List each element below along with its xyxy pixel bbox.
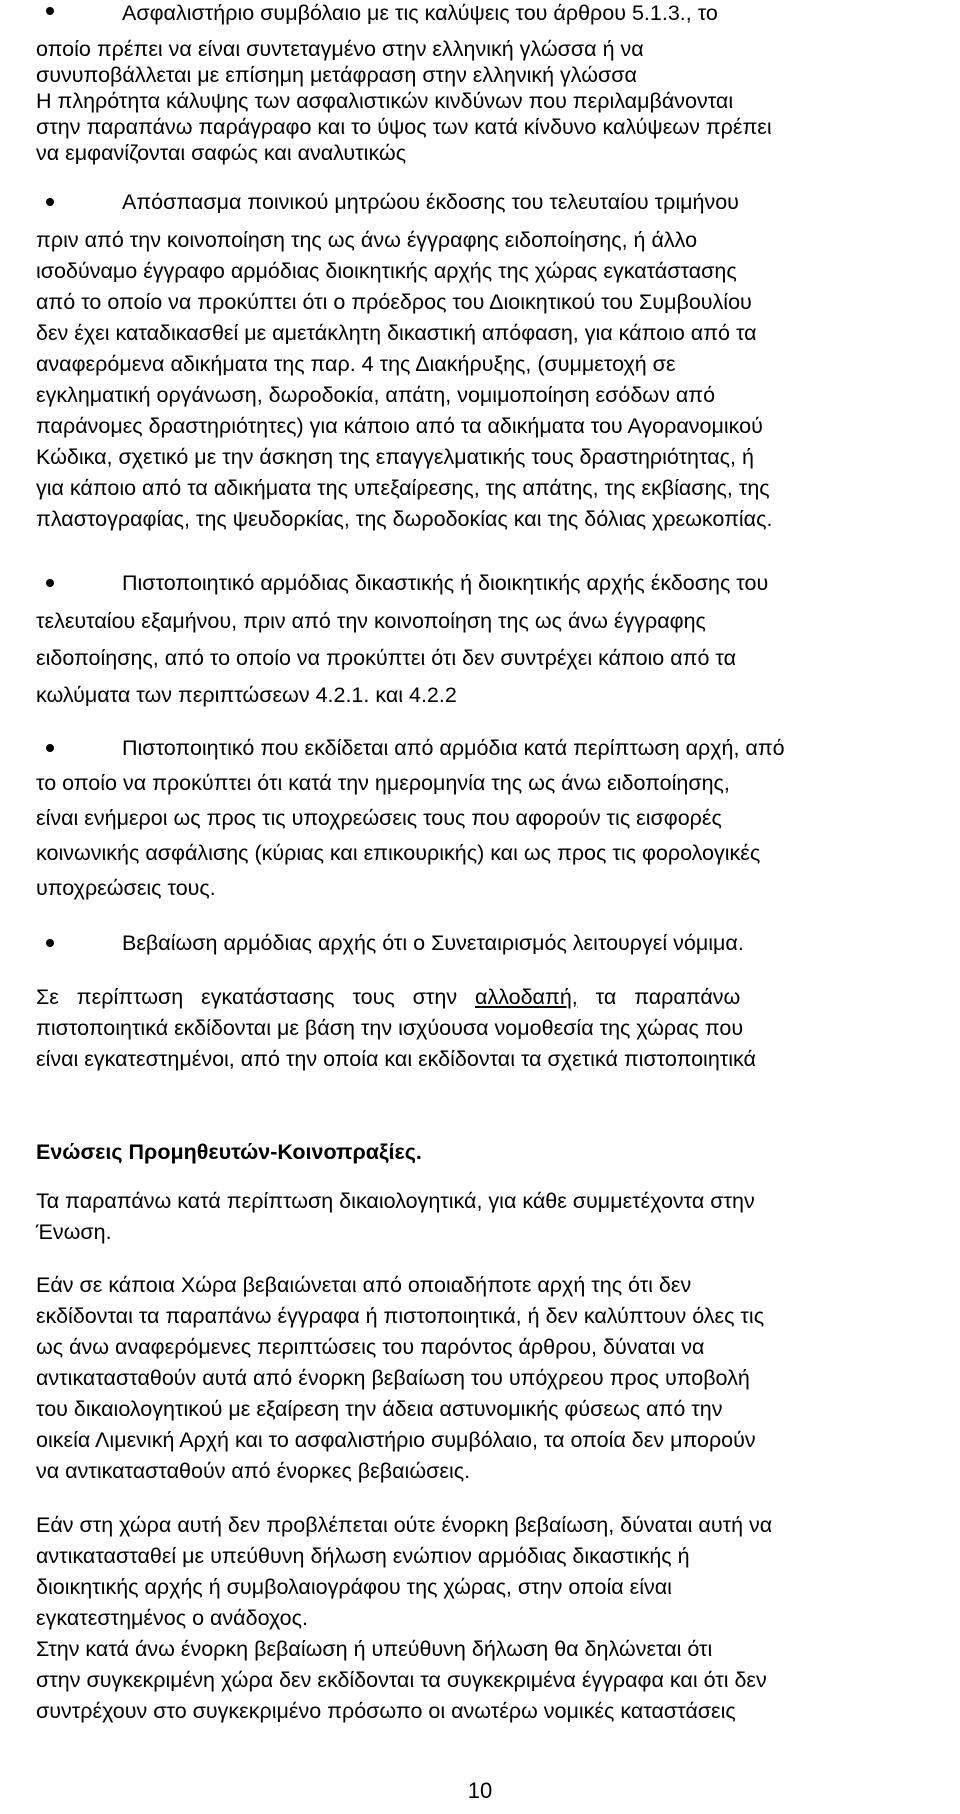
- bullet-marker-2: [46, 198, 54, 206]
- bullet4-line5: υποχρεώσεις τους.: [36, 876, 216, 900]
- bullet1-line6: να εμφανίζονται σαφώς και αναλυτικώς: [36, 141, 407, 165]
- bullet-marker-1: [46, 7, 54, 15]
- bullet-marker-5: [46, 939, 54, 947]
- para-unions-line2: Ένωση.: [36, 1220, 112, 1244]
- bullet4-line2: το οποίο να προκύπτει ότι κατά την ημερομηνία της ως άνω ειδοποίησης,: [36, 771, 730, 795]
- para-declaration-line2: στην συγκεκριμένη χώρα δεν εκδίδονται τα συγκεκριμένα έγγραφα και ότι δεν: [36, 1668, 767, 1692]
- bullet1-line1: Ασφαλιστήριο συμβόλαιο με τις καλύψεις του άρθρου 5.1.3., το: [122, 1, 718, 25]
- bullet3-line3: ειδοποίησης, από το οποίο να προκύπτει ότι δεν συντρέχει κάποιο από τα: [36, 646, 737, 670]
- para-unions-line1: Τα παραπάνω κατά περίπτωση δικαιολογητικά, για κάθε συμμετέχοντα στην: [36, 1189, 755, 1213]
- para-foreign-line1-start: Σε περίπτωση εγκατάστασης τους στην: [36, 985, 476, 1009]
- bullet2-line4: από το οποίο να προκύπτει ότι ο πρόεδρος του Διοικητικού του Συμβουλίου: [36, 290, 752, 314]
- bullet2-line7: εγκληματική οργάνωση, δωροδοκία, απάτη, νομιμοποίηση εσόδων από: [36, 383, 716, 407]
- abroad-underlined-word: αλλοδαπή,: [475, 985, 578, 1009]
- bullet4-line1: Πιστοποιητικό που εκδίδεται από αρμόδια κατά περίπτωση αρχή, από: [122, 736, 785, 760]
- para-country-line4: αντικατασταθούν αυτά από ένορκη βεβαίωση του υπόχρεου προς υποβολή: [36, 1366, 750, 1390]
- para-country-line7: να αντικατασταθούν από ένορκες βεβαιώσεις.: [36, 1459, 471, 1483]
- bullet2-line8: παράνομες δραστηριότητες) για κάποιο από τα αδικήματα του Αγορανομικού: [36, 414, 763, 438]
- bullet3-line2: τελευταίου εξαμήνου, πριν από την κοινοποίηση της ως άνω έγγραφης: [36, 609, 706, 633]
- bullet-marker-3: [46, 579, 54, 587]
- bullet1-line2: οποίο πρέπει να είναι συντεταγμένο στην ελληνική γλώσσα ή να: [36, 37, 644, 61]
- para-country-line3: ως άνω αναφερόμενες περιπτώσεις του παρόντος άρθρου, δύναται να: [36, 1335, 705, 1359]
- bullet-marker-4: [46, 744, 54, 752]
- bullet1-line4: Η πληρότητα κάλυψης των ασφαλιστικών κινδύνων που περιλαμβάνονται: [36, 89, 734, 113]
- bullet2-line9: Κώδικα, σχετικό με την άσκηση της επαγγελματικής τους δραστηριότητας, ή: [36, 445, 754, 469]
- para-country-line2: εκδίδονται τα παραπάνω έγγραφα ή πιστοποιητικά, ή δεν καλύπτουν όλες τις: [36, 1304, 765, 1328]
- para-foreign-line3: είναι εγκατεστημένοι, από την οποία και εκδίδονται τα σχετικά πιστοποιητικά: [36, 1047, 756, 1071]
- bullet3-line4: κωλύματα των περιπτώσεων 4.2.1. και 4.2.2: [36, 683, 457, 707]
- bullet2-line2: πριν από την κοινοποίηση της ως άνω έγγραφης ειδοποίησης, ή άλλο: [36, 228, 698, 252]
- para-foreign-line1-end: τα παραπάνω: [577, 985, 741, 1009]
- bullet2-line5: δεν έχει καταδικασθεί με αμετάκλητη δικαστική απόφαση, για κάποιο από τα: [36, 321, 757, 345]
- bullet2-line6: αναφερόμενα αδικήματα της παρ. 4 της Διακήρυξης, (συμμετοχή σε: [36, 352, 676, 376]
- bullet3-line1: Πιστοποιητικό αρμόδιας δικαστικής ή διοικητικής αρχής έκδοσης του: [122, 571, 769, 595]
- para-foreign-line2: πιστοποιητικά εκδίδονται με βάση την ισχύουσα νομοθεσία της χώρας που: [36, 1016, 744, 1040]
- page-number: 10: [467, 1778, 493, 1803]
- para-country-line1: Εάν σε κάποια Χώρα βεβαιώνεται από οποιαδήποτε αρχή της ότι δεν: [36, 1273, 692, 1297]
- bullet2-line1: Απόσπασμα ποινικού μητρώου έκδοσης του τελευταίου τριμήνου: [122, 190, 739, 214]
- para-noaffidavit-line4: εγκατεστημένος ο ανάδοχος.: [36, 1606, 308, 1630]
- para-noaffidavit-line2: αντικατασταθεί με υπεύθυνη δήλωση ενώπιον αρμόδιας δικαστικής ή: [36, 1544, 690, 1568]
- para-declaration-line1: Στην κατά άνω ένορκη βεβαίωση ή υπεύθυνη δήλωση θα δηλώνεται ότι: [36, 1637, 713, 1661]
- bullet4-line3: είναι ενήμεροι ως προς τις υποχρεώσεις τους που αφορούν τις εισφορές: [36, 806, 722, 830]
- bullet2-line10: για κάποιο από τα αδικήματα της υπεξαίρεσης, της απάτης, της εκβίασης, της: [36, 476, 770, 500]
- para-country-line5: του δικαιολογητικού με εξαίρεση την άδεια αστυνομικής φύσεως από την: [36, 1397, 723, 1421]
- para-noaffidavit-line3: διοικητικής αρχής ή συμβολαιογράφου της χώρας, στην οποία είναι: [36, 1575, 672, 1599]
- para-noaffidavit-line1: Εάν στη χώρα αυτή δεν προβλέπεται ούτε ένορκη βεβαίωση, δύναται αυτή να: [36, 1513, 773, 1537]
- bullet2-line3: ισοδύναμο έγγραφο αρμόδιας διοικητικής αρχής της χώρας εγκατάστασης: [36, 259, 737, 283]
- bullet1-line3: συνυποβάλλεται με επίσημη μετάφραση στην ελληνική γλώσσα: [36, 63, 637, 87]
- bullet5-line1: Βεβαίωση αρμόδιας αρχής ότι ο Συνεταιρισμός λειτουργεί νόμιμα.: [122, 931, 744, 955]
- para-declaration-line3: συντρέχουν στο συγκεκριμένο πρόσωπο οι ανωτέρω νομικές καταστάσεις: [36, 1699, 736, 1723]
- bullet1-line5: στην παραπάνω παράγραφο και το ύψος των κατά κίνδυνο καλύψεων πρέπει: [36, 115, 772, 139]
- bullet2-line11: πλαστογραφίας, της ψευδορκίας, της δωροδοκίας και της δόλιας χρεωκοπίας.: [36, 507, 773, 531]
- para-foreign-line1: [36, 984, 740, 1010]
- bullet4-line4: κοινωνικής ασφάλισης (κύριας και επικουρικής) και ως προς τις φορολογικές: [36, 841, 761, 865]
- section-heading-unions: Ενώσεις Προμηθευτών-Κοινοπραξίες.: [36, 1140, 422, 1164]
- para-country-line6: οικεία Λιμενική Αρχή και το ασφαλιστήριο συμβόλαιο, τα οποία δεν μπορούν: [36, 1428, 756, 1452]
